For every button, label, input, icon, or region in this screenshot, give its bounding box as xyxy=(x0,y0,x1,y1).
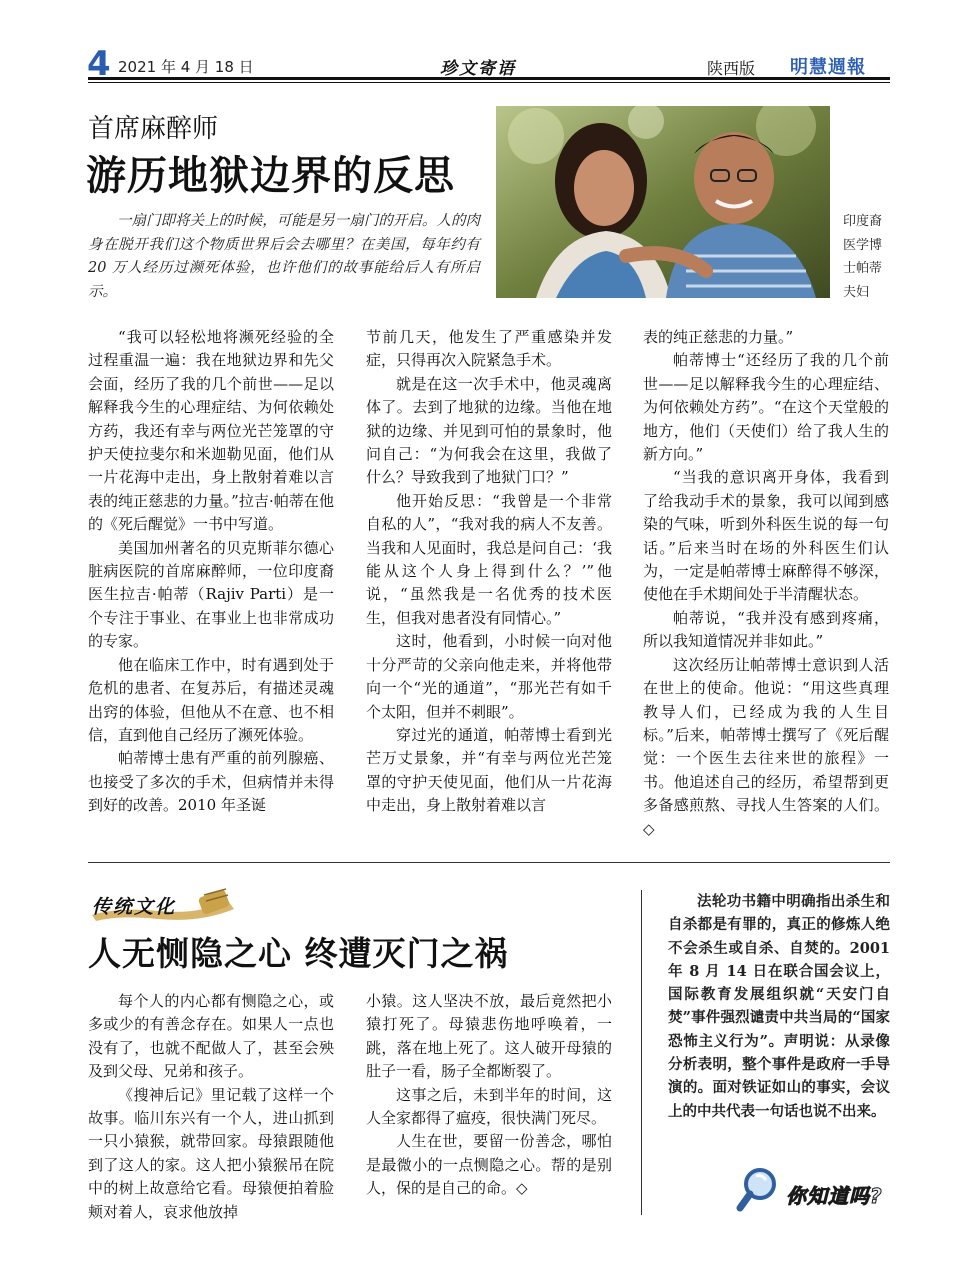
section-title: 珍文寄语 xyxy=(440,59,516,79)
edition-label: 陕西版 xyxy=(707,59,756,78)
article1-headline: 游历地狱边界的反思 xyxy=(86,153,455,199)
couple-photo-image xyxy=(496,106,830,298)
header-rule-thin xyxy=(88,82,890,83)
paragraph: 帕蒂博士“还经历了我的几个前世——足以解释我今生的心理症结、为何依赖处方药”。“在这个天堂般的地方，他们（天使们）给了我人生的新方向。” xyxy=(643,351,889,464)
sidebar-text: 法轮功书籍中明确指出杀生和自杀都是有罪的，真正的修炼人绝不会杀生或自杀、自焚的。2001 年 8 月 14 日在联合国会议上，国际教育发展组织就“天安门自焚”事件强烈谴责中共当局的“国家恐怖主义行为”。声明说：从录像分析表明，整个事件是政府一手导演的。面对铁证如山的事实，会议上的中共代表一句话也说不出来。 xyxy=(668,893,890,1120)
paragraph: 他开始反思：“我曾是一个非常自私的人”，“我对我的病人不友善。当我和人见面时，我总是问自己：‘我能从这个人身上得到什么？’”他说，“虽然我是一名优秀的技术医生，但我对患者没有同情心。” xyxy=(366,491,612,627)
paragraph: 人生在世，要留一份善念，哪怕是最微小的一点恻隐之心。帮的是别人，保的是自己的命。◇ xyxy=(366,1132,612,1198)
issue-date: 2021 年 4 月 18 日 xyxy=(118,58,254,76)
section-divider xyxy=(88,862,890,863)
paragraph: 帕蒂博士患有严重的前列腺癌、也接受了多次的手术，但病情并未得到好的改善。2010 年圣诞 xyxy=(88,749,334,815)
article2-headline: 人无恻隐之心 终遭灭门之祸 xyxy=(88,934,509,973)
did-you-know-badge: 你知道吗? xyxy=(786,1184,883,1208)
couple-photo xyxy=(496,106,830,298)
paragraph: 每个人的内心都有恻隐之心，或多或少的有善念存在。如果人一点也没有了，也就不配做人了，甚至会殃及到父母、兄弟和孩子。 xyxy=(88,992,334,1081)
brand-logo: 明慧週報 xyxy=(790,57,866,78)
paragraph: 这时，他看到，小时候一向对他十分严苛的父亲向他走来，并将他带向一个“光的通道”，“那光芒有如千个太阳，但并不刺眼”。 xyxy=(366,632,612,721)
paragraph: 《搜神后记》里记载了这样一个故事。临川东兴有一个人，进山抓到一只小猿猴，就带回家。母猿跟随他到了这人的家。这人把小猿猴吊在院中的树上故意给它看。母猿便拍着脸颊对着人，哀求他放掉 xyxy=(88,1085,334,1221)
article1-lead: 一扇门即将关上的时候，可能是另一扇门的开启。人的肉身在脱开我们这个物质世界后会去哪里？在美国，每年约有 20 万人经历过濒死体验，也许他们的故事能给后人有所启示。 xyxy=(88,213,480,300)
paragraph: 节前几天，他发生了严重感染并发症，只得再次入院紧急手术。 xyxy=(366,328,612,370)
article2-column-1 xyxy=(88,990,334,1224)
paragraph: 帕蒂说，“我并没有感到疼痛，所以我知道情况并非如此。” xyxy=(643,608,889,651)
article2-column-2 xyxy=(366,990,612,1201)
paragraph: 美国加州著名的贝克斯菲尔德心脏病医院的首席麻醉师，一位印度裔医生拉吉·帕蒂（Rajiv Parti）是一个专注于事业、在事业上也非常成功的专家。 xyxy=(88,538,334,651)
article1-kicker: 首席麻醉师 xyxy=(88,114,219,144)
paragraph: 这次经历让帕蒂博士意识到人活在世上的使命。他说：“用这些真理教导人们，已经成为我的人生目标。”后来，帕蒂博士撰写了《死后醒觉：一个医生去往来世的旅程》一书。他追述自己的经历，希望帮到更多备感煎熬、寻找人生答案的人们。◇ xyxy=(643,655,889,838)
paragraph: 就是在这一次手术中，他灵魂离体了。去到了地狱的边缘。当他在地狱的边缘、并见到可怕的景象时，他问自己：“为何我会在这里，我做了什么？导致我到了地狱门口？” xyxy=(366,374,612,487)
sidebar-divider xyxy=(641,890,642,1215)
paragraph: “我可以轻松地将濒死经验的全过程重温一遍：我在地狱边界和先父会面，经历了我的几个前世——足以解释我今生的心理症结、为何依赖处方药，我还有幸与两位光芒笼罩的守护天使拉斐尔和米迦勒见面，他们从一片花海中走出，身上散射着难以言表的纯正慈悲的力量。”拉吉·帕蒂在他的《死后醒觉》一书中写道。 xyxy=(88,328,334,534)
article1-column-3 xyxy=(643,326,889,841)
culture-banner-label: 传统文化 xyxy=(92,896,177,918)
paragraph: “当我的意识离开身体，我看到了给我动手术的景象，我可以闻到感染的气味，听到外科医生说的每一句话。”后来当时在场的外科医生们认为，一定是帕蒂博士麻醉得不够深，使他在手术期间处于半清醒状态。 xyxy=(643,468,889,604)
paragraph: 小猿。这人坚决不放，最后竟然把小猿打死了。母猿悲伤地呼唤着，一跳，落在地上死了。这人破开母猿的肚子一看，肠子全都断裂了。 xyxy=(366,992,612,1081)
paragraph: 这事之后，未到半年的时间，这人全家都得了瘟疫，很快满门死尽。 xyxy=(366,1085,612,1128)
paragraph: 表的纯正慈悲的力量。” xyxy=(643,328,794,346)
paragraph: 他在临床工作中，时有遇到处于危机的患者、在复苏后，有描述灵魂出窍的体验，但他从不在意、也不相信，直到他自己经历了濒死体验。 xyxy=(88,655,334,744)
article1-column-2 xyxy=(366,326,612,818)
header-rule xyxy=(88,77,890,80)
photo-caption: 印度裔医学博士帕蒂夫妇 xyxy=(843,214,883,300)
did-you-know-sidebar xyxy=(668,890,890,1123)
article1-column-1 xyxy=(88,326,334,818)
page-number: 4 xyxy=(87,44,111,84)
paragraph: 穿过光的通道，帕蒂博士看到光芒万丈景象，并“有幸与两位光芒笼罩的守护天使见面，他们从一片花海中走出，身上散射着难以言 xyxy=(366,725,612,815)
